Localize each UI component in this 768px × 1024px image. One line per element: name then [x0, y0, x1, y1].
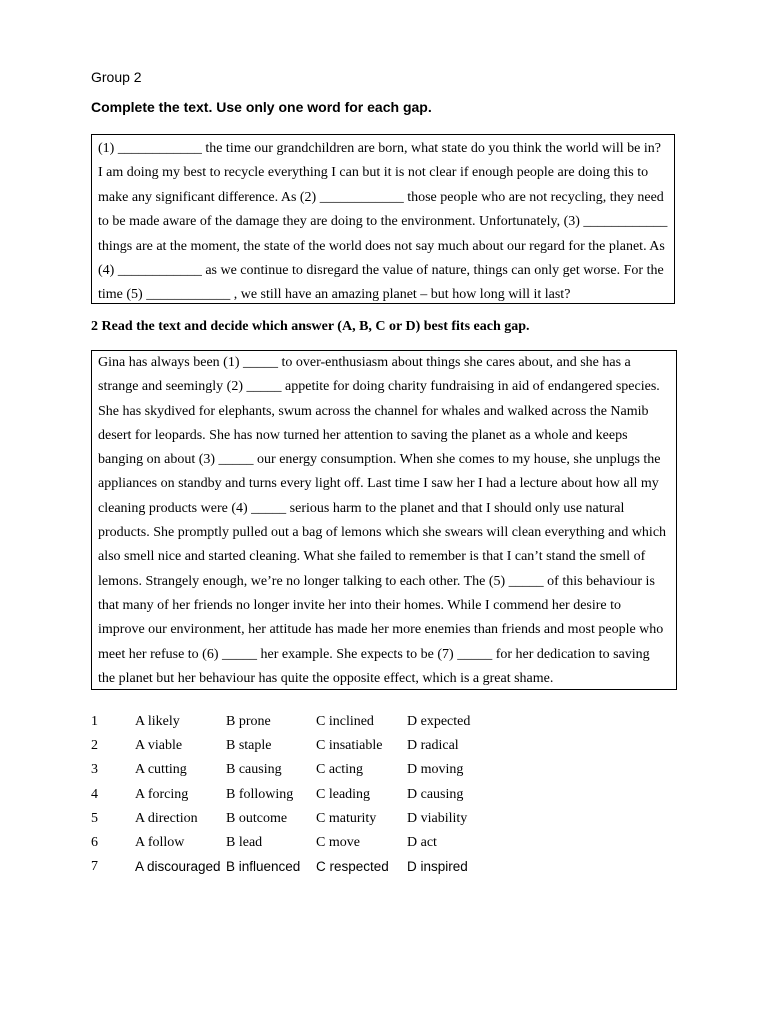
option-a: A discouraged [135, 859, 221, 875]
option-b: B prone [226, 714, 271, 729]
option-d: D radical [407, 738, 459, 754]
passage-2-text: Gina has always been (1) _____ to over-enthusiasm about things she cares about, and she has a strange and seemingly (2) _____ appetite for doing charity fundraising in aid of endangered species. She has skydived for elephants, swum across the channel for whales and walked across the Namib desert for leopards. She has now turned her attention to saving the planet as a whole and keeps banging on about (3) _____ our energy consumption. When she comes to my house, she unplugs the appliances on standby and turns every light off. Last time I saw her I had a lecture about how all my cleaning products were (4) _____ serious harm to the planet and that I should only use natural products. She promptly pulled out a bag of lemons which she swears will clean everything and which also smell nice and started cleaning. What she failed to remember is that I can’t stand the smell of lemons. Strangely enough, we’re no longer talking to each other. The (5) _____ of this behaviour is that many of her friends no longer invite her into their homes. While I commend her desire to improve our environment, her attitude has made her more enemies than friends and most people who meet her refuse to (6) _____ her example. She expects to be (7) _____ for her dedication to saving the planet but her behaviour has quite the opposite effect, which is a great shame. [98, 355, 667, 686]
option-d: D viability [407, 810, 468, 826]
passage-2-box [91, 350, 677, 690]
passage-1-box [91, 134, 675, 304]
option-a: A cutting [135, 762, 187, 778]
option-a: A direction [135, 810, 198, 826]
option-b: B causing [226, 762, 282, 778]
option-b: B following [226, 786, 294, 802]
option-number: 6 [91, 834, 98, 850]
passage-1-text: (1) ____________ the time our grandchildren are born, what state do you think the world will be in? I am doing my best to recycle everything I can but it is not clear if enough people are doing this to make any significant difference. As (2) ____________ those people who are not recycling, they need to be made aware of the damage they are doing to the environment. Unfortunately, (3) ____________ things are at the moment, the state of the world does not say much about our regard for the planet. As (4) ____________ as we continue to disregard the value of nature, things can only get worse. For the time (5) ____________ , we still have an amazing planet – but how long will it last? [98, 141, 668, 303]
option-c: C leading [316, 786, 371, 802]
option-b: B staple [226, 738, 272, 754]
option-number: 3 [91, 762, 98, 778]
option-number: 2 [91, 738, 98, 754]
option-a: A forcing [135, 786, 189, 802]
option-b: B outcome [226, 810, 288, 826]
option-a: A likely [135, 714, 180, 729]
option-b: B influenced [226, 859, 301, 875]
option-d: D expected [407, 714, 471, 729]
option-d: D causing [407, 786, 464, 802]
option-number: 7 [91, 859, 98, 875]
option-b: B lead [226, 834, 263, 850]
option-number: 5 [91, 810, 98, 826]
option-c: C respected [316, 859, 389, 875]
option-c: C inclined [316, 714, 374, 729]
option-d: D moving [407, 762, 464, 778]
instruction-1: Complete the text. Use only one word for each gap. [91, 99, 432, 115]
option-a: A follow [135, 834, 185, 850]
option-d: D act [407, 834, 437, 850]
option-c: C acting [316, 762, 364, 778]
option-d: D inspired [407, 859, 468, 875]
option-a: A viable [135, 738, 183, 754]
group-label: Group 2 [91, 69, 142, 85]
instruction-2: 2 Read the text and decide which answer (A, B, C or D) best fits each gap. [91, 319, 530, 334]
option-number: 4 [91, 786, 98, 802]
option-c: C insatiable [316, 738, 383, 754]
option-number: 1 [91, 714, 98, 729]
option-c: C maturity [316, 810, 377, 826]
option-c: C move [316, 834, 360, 850]
